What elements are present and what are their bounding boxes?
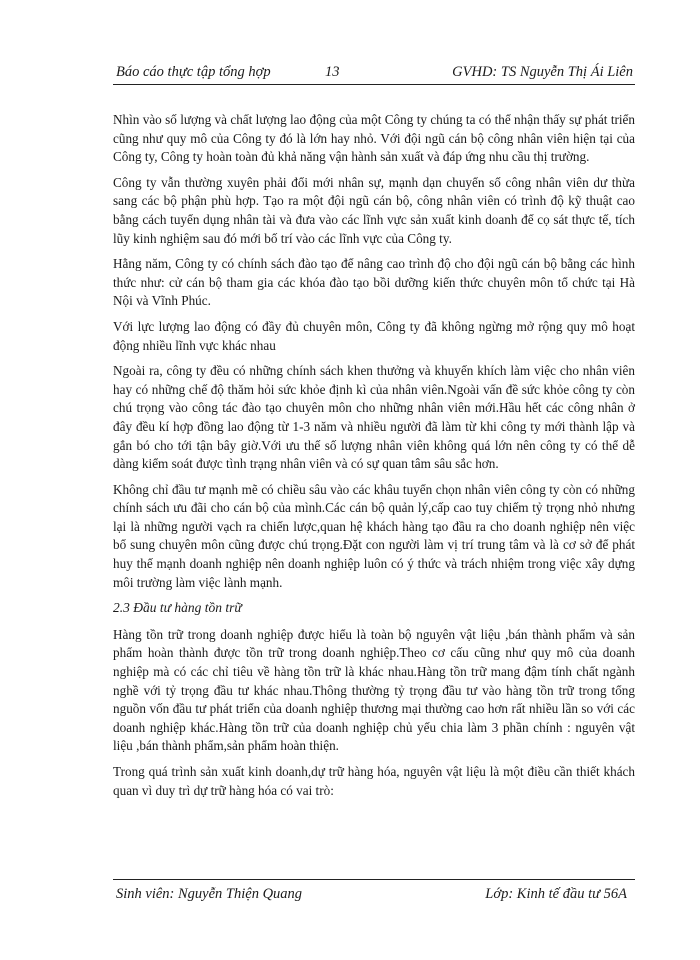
- page-number: 13: [325, 64, 340, 80]
- paragraph: Với lực lượng lao động có đầy đủ chuyên môn, Công ty đã không ngừng mở rộng quy mô hoạt động nhiều lĩnh vực khác nhau: [113, 318, 635, 353]
- paragraph: Nhìn vào số lượng và chất lượng lao động của một Công ty chúng ta có thể nhận thấy sự phát triển cũng như quy mô của Công ty đó là lớn hay nhỏ. Với đội ngũ cán bộ công nhân viên hiện tại của Công ty, Công ty hoàn toàn đủ khả năng vận hành sản xuất và đáp ứng nhu cầu thị trường.: [113, 112, 635, 165]
- report-title: Báo cáo thực tập tổng hợp: [116, 64, 271, 80]
- section-heading: 2.3 Đầu tư hàng tồn trữ: [113, 600, 242, 616]
- paragraph: Không chỉ đầu tư mạnh mẽ có chiều sâu vào các khâu tuyển chọn nhân viên công ty còn có những chính sách ưu đãi cho cán bộ của mình.Các cán bộ quản lý,cấp cao tuy chiếm tỷ trọng nhỏ nhưng lại là những người vạch ra chiến lược,quan hệ khách hàng tạo đầu ra cho doanh nghiệp nên việc bổ sung chuyên môn cũng được chú trọng.Đặt con người làm vị trí trung tâm và là cơ sở để phát huy thế mạnh doanh nghiệp nên doanh nghiệp luôn có ý thức và trách nhiệm trong việc xây dựng môi trường làm việc lành mạnh.: [113, 481, 635, 590]
- paragraph: Trong quá trình sản xuất kinh doanh,dự trữ hàng hóa, nguyên vật liệu là một điều cần thiết khách quan vì duy trì dự trữ hàng hóa có vai trò:: [113, 764, 635, 798]
- page-header: [113, 60, 635, 85]
- class-name: Lớp: Kinh tế đầu tư 56A: [485, 886, 627, 902]
- paragraph: Hằng năm, Công ty có chính sách đào tạo để nâng cao trình độ cho đội ngũ cán bộ bằng các hình thức như: cử cán bộ tham gia các khóa đào tạo bồi dưỡng kiến thức chuyên môn tổ chức tại Hà Nội và Vĩnh Phúc.: [113, 256, 635, 309]
- student-name: Sinh viên: Nguyễn Thiện Quang: [116, 886, 303, 902]
- document-body: [113, 111, 635, 807]
- paragraph: Hàng tồn trữ trong doanh nghiệp được hiểu là toàn bộ nguyên vật liệu ,bán thành phẩm và sản phẩm hoàn thành được tồn trữ trong doanh nghiệp.Theo cơ cấu cũng như quy mô của doanh nghiệp mà có các chỉ tiêu về hàng tồn trữ là khác nhau.Hàng tồn trữ mang đậm tính chất ngành nghề với tỷ trọng đầu tư khác nhau.Thông thường tỷ trọng đầu tư vào hàng tồn trữ trong tổng nguồn vốn đầu tư phát triển của doanh nghiệp thương mại thường cao hơn rất nhiều lần so với các doanh nghiệp khác.Hàng tồn trữ của doanh nghiệp chủ yếu chia làm 3 phần chính : nguyên vật liệu ,bán thành phẩm,sản phẩm hoàn thiện.: [113, 626, 635, 754]
- paragraph: Ngoài ra, công ty đều có những chính sách khen thưởng và khuyến khích làm việc cho nhân viên hay có những chế độ thăm hỏi sức khỏe định kì của nhân viên.Ngoài vấn đề sức khỏe công ty còn chú trọng vào công tác đào tạo chuyên môn cho những nhân viên mới.Hầu hết các công nhân ở đây đều kí hợp đồng lao động từ 1-3 năm và nhiều người đã làm từ khi công ty mới thành lập và gắn bó cho tới tận bây giờ.Với ưu thế số lượng nhân viên không quá lớn nên công ty có thể dễ dàng kiểm soát được tình trạng nhân viên và có sự quan tâm sâu sắc hơn.: [113, 363, 635, 472]
- advisor-name: GVHD: TS Nguyễn Thị Ái Liên: [452, 64, 633, 80]
- page-footer: [113, 879, 635, 906]
- paragraph: Công ty vẫn thường xuyên phải đổi mới nhân sự, mạnh dạn chuyển số công nhân viên dư thừa sang các bộ phận phù hợp. Tạo ra một đội ngũ cán bộ, công nhân viên có trình độ kỹ thuật cao bằng cách tuyển dụng nhân tài và đưa vào các lĩnh vực sản xuất kinh doanh để cọ sát thực tế, tích lũy kinh nghiệm sau đó mới bố trí vào các lĩnh vực của Công ty.: [113, 174, 635, 246]
